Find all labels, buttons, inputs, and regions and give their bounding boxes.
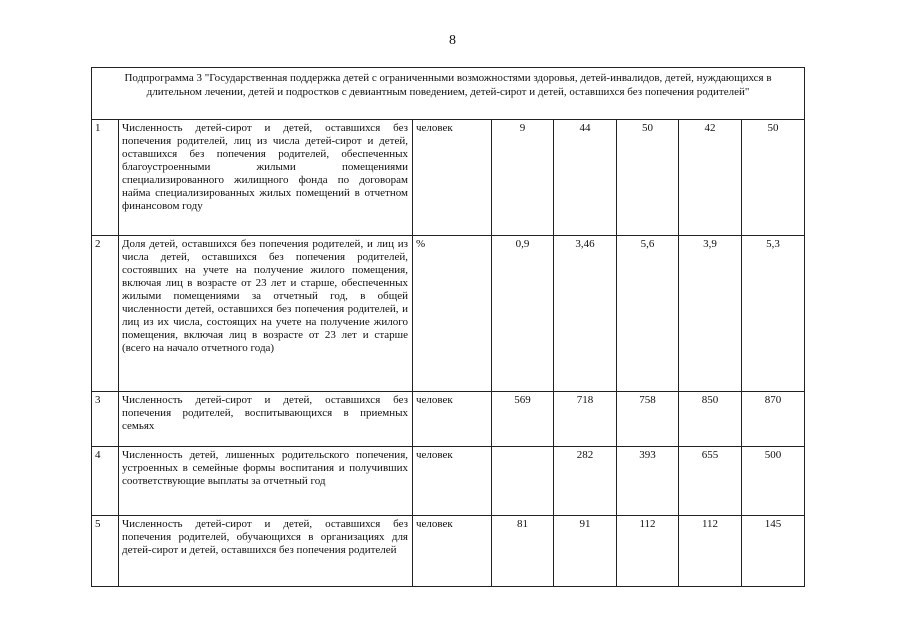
value-cell: 870 xyxy=(742,392,805,447)
value-cell: 282 xyxy=(554,447,617,516)
indicators-table xyxy=(91,67,805,587)
row-number: 3 xyxy=(92,392,119,447)
unit-of-measure: человек xyxy=(413,516,492,587)
value-cell: 655 xyxy=(679,447,742,516)
value-cell: 5,3 xyxy=(742,236,805,392)
value-cell: 112 xyxy=(679,516,742,587)
value-cell: 718 xyxy=(554,392,617,447)
value-cell: 91 xyxy=(554,516,617,587)
page-number: 8 xyxy=(449,33,456,48)
subprogram-heading-row xyxy=(92,68,805,120)
value-cell: 112 xyxy=(617,516,679,587)
value-cell: 393 xyxy=(617,447,679,516)
indicator-name: Доля детей, оставшихся без попечения родителей, и лиц из числа детей, оставшихся без попечения родителей, состоявших на учете на получение жилого помещения, включая лиц в возрасте от 23 лет и старше, обеспеченных жилыми помещениями за отчетный год, в общей численности детей, оставшихся без попечения родителей, и лиц из их числа, состоящих на учете на получение жилого помещения, включая лиц в возрасте от 23 лет и старше (всего на начало отчетного года) xyxy=(119,236,413,392)
value-cell: 50 xyxy=(742,120,805,236)
table-row xyxy=(92,392,805,447)
value-cell: 758 xyxy=(617,392,679,447)
value-cell: 81 xyxy=(492,516,554,587)
row-number: 2 xyxy=(92,236,119,392)
value-cell: 850 xyxy=(679,392,742,447)
indicator-name: Численность детей-сирот и детей, оставшихся без попечения родителей, обучающихся в организациях для детей-сирот и детей, оставшихся без попечения родителей xyxy=(119,516,413,587)
table-row xyxy=(92,236,805,392)
row-number: 5 xyxy=(92,516,119,587)
value-cell: 44 xyxy=(554,120,617,236)
value-cell: 9 xyxy=(492,120,554,236)
value-cell: 42 xyxy=(679,120,742,236)
value-cell: 569 xyxy=(492,392,554,447)
value-cell: 500 xyxy=(742,447,805,516)
table-row xyxy=(92,120,805,236)
value-cell: 5,6 xyxy=(617,236,679,392)
unit-of-measure: % xyxy=(413,236,492,392)
indicator-name: Численность детей-сирот и детей, оставшихся без попечения родителей, лиц из числа детей-сирот и детей, оставшихся без попечения родителей, обеспеченных благоустроенными жилыми помещениями специализированного жилищного фонда по договорам найма специализированных жилых помещений в отчетном финансовом году xyxy=(119,120,413,236)
table-row xyxy=(92,447,805,516)
value-cell: 0,9 xyxy=(492,236,554,392)
row-number: 1 xyxy=(92,120,119,236)
row-number: 4 xyxy=(92,447,119,516)
unit-of-measure: человек xyxy=(413,120,492,236)
value-cell: 50 xyxy=(617,120,679,236)
value-cell: 145 xyxy=(742,516,805,587)
value-cell xyxy=(492,447,554,516)
value-cell: 3,9 xyxy=(679,236,742,392)
indicator-name: Численность детей, лишенных родительского попечения, устроенных в семейные формы воспитания и получивших соответствующие выплаты за отчетный год xyxy=(119,447,413,516)
unit-of-measure: человек xyxy=(413,447,492,516)
unit-of-measure: человек xyxy=(413,392,492,447)
value-cell: 3,46 xyxy=(554,236,617,392)
indicator-name: Численность детей-сирот и детей, оставшихся без попечения родителей, воспитывающихся в приемных семьях xyxy=(119,392,413,447)
subprogram-heading: Подпрограмма 3 "Государственная поддержка детей с ограниченными возможностями здоровья, детей-инвалидов, детей, нуждающихся в длительном лечении, детей и подростков с девиантным поведением, детей-сирот и детей, оставшихся без попечения родителей" xyxy=(92,68,805,120)
table-row xyxy=(92,516,805,587)
